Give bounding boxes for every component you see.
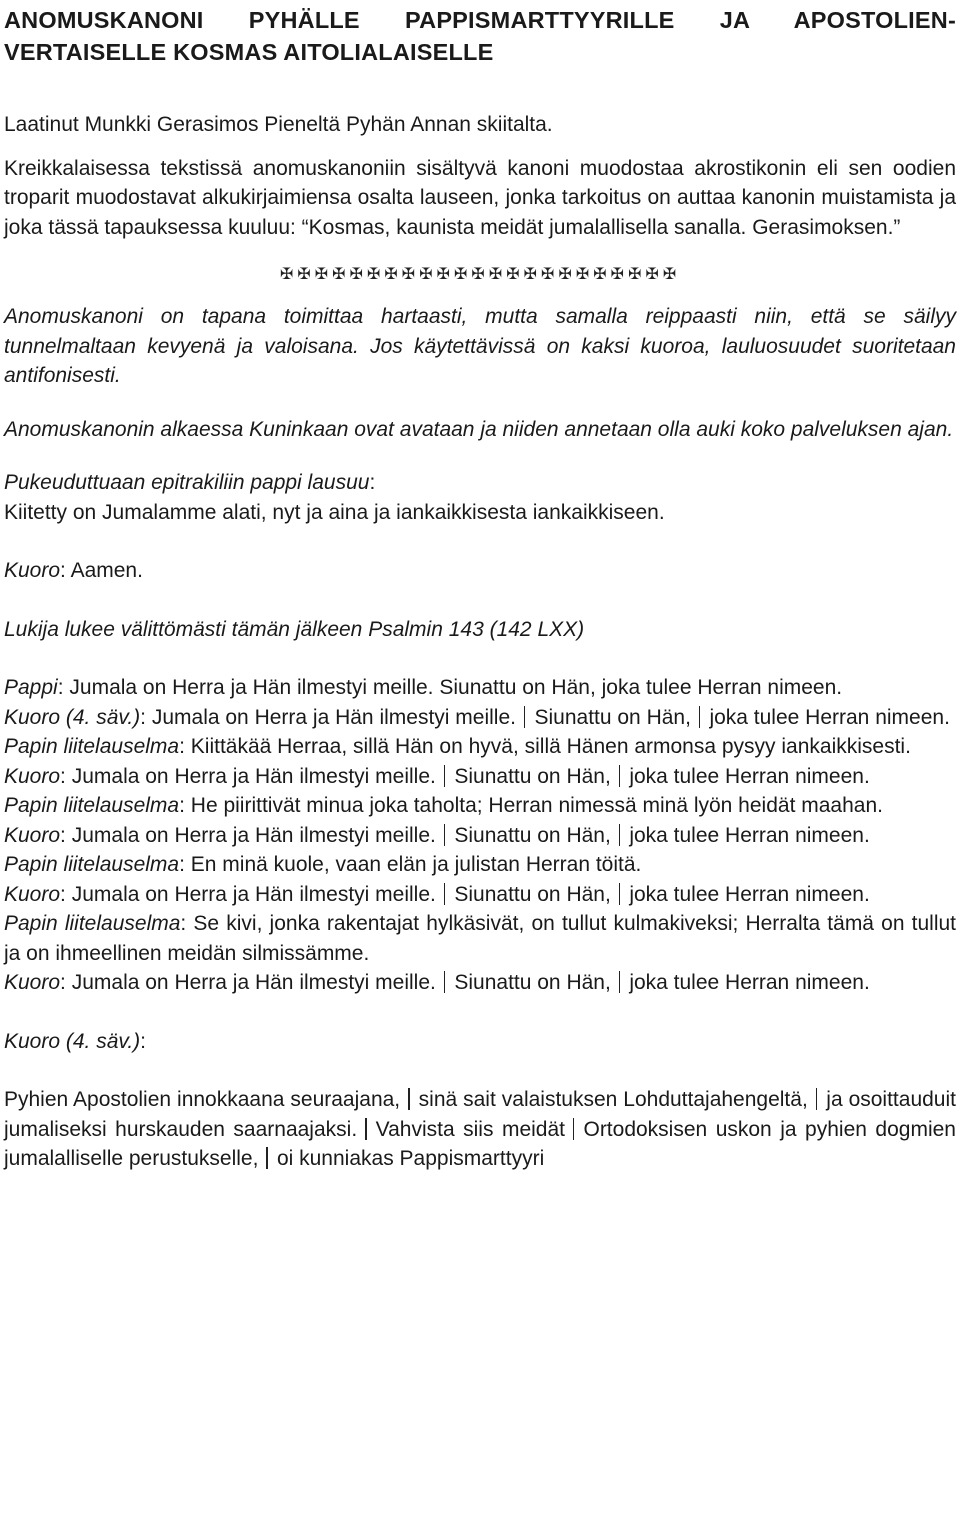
phrase-divider	[444, 971, 446, 993]
rubric-paragraph: Anomuskanonin alkaessa Kuninkaan ovat avataan ja niiden annetaan olla auki koko palveluksen ajan.	[4, 417, 954, 441]
responsory-line: Papin liitelauselma: He piirittivät minua joka taholta; Herran nimessä minä lyön heidät maahan.	[4, 794, 883, 817]
verse-text: En minä kuole, vaan elän ja julistan Herran töitä.	[190, 853, 642, 876]
refrain-part: Jumala on Herra ja Hän ilmestyi meille.	[71, 971, 436, 994]
refrain-part: joka tulee Herran nimeen.	[629, 971, 870, 994]
troparion-part: Vahvista siis meidät	[375, 1117, 565, 1141]
phrase-divider	[619, 824, 621, 846]
refrain-part: Siunattu on Hän,	[454, 823, 611, 847]
verse-text: Kiittäkää Herraa, sillä Hän on hyvä, sillä Hänen armonsa pysyy iankaikkisesti.	[190, 735, 911, 758]
refrain-part: Jumala on Herra ja Hän ilmestyi meille.	[151, 705, 516, 729]
speaker-label: Pukeuduttuaan epitrakiliin pappi lausuu	[4, 471, 370, 494]
intro-paragraph: Kreikkalaisessa tekstissä anomuskanoniin sisältyvä kanoni muodostaa akrostikonin eli sen oodien troparit muodostavat alkukirjaimiensa osalta lauseen, jonka tarkoitus on auttaa kanonin muistamista ja joka tässä tapauksessa kuuluu: “Kosmas, kaunista meidät jumalallisella sanalla. Gerasimoksen.”	[4, 156, 956, 239]
troparion-part: Pyhien Apostolien innokkaana seuraajana,	[4, 1088, 401, 1111]
phrase-divider	[573, 1118, 575, 1140]
refrain-part: joka tulee Herran nimeen.	[709, 705, 950, 729]
responsory-line: Papin liitelauselma: Se kivi, jonka rakentajat hylkäsivät, on tullut kulmakiveksi; Herralta tämä on tullut ja on ihmeellinen meidän silmissämme.	[4, 912, 956, 965]
speaker-label: Kuoro	[4, 823, 61, 847]
responsory-line: Pappi: Jumala on Herra ja Hän ilmestyi meille. Siunattu on Hän, joka tulee Herran nimeen.	[4, 676, 843, 699]
troparion-part: Ortodoksisen uskon ja pyhien dogmien jumalalliselle perustukselle,	[4, 1117, 956, 1170]
amen-text: Aamen.	[70, 559, 143, 582]
refrain-part: Siunattu on Hän,	[534, 705, 691, 729]
refrain-part: joka tulee Herran nimeen.	[629, 882, 870, 906]
responsory-line: Papin liitelauselma: Kiittäkää Herraa, sillä Hän on hyvä, sillä Hänen armonsa pysyy iankaikkisesti.	[4, 735, 911, 758]
troparion-part: ja osoittauduit jumaliseksi hurskauden saarnaajaksi.	[4, 1088, 956, 1141]
responsory-line: Kuoro: Jumala on Herra ja Hän ilmestyi meille. Siunattu on Hän, joka tulee Herran nimeen.	[4, 971, 870, 994]
troparion-part: oi kunniakas Pappismarttyyri	[276, 1147, 545, 1170]
speaker-label: Papin liitelauselma	[4, 794, 180, 817]
phrase-divider	[444, 824, 446, 846]
speaker-label: Kuoro	[4, 971, 61, 994]
priest-blessing: Kiitetty on Jumalamme alati, nyt ja aina ja iankaikkisesta iankaikkiseen.	[4, 500, 665, 524]
phrase-divider	[266, 1147, 268, 1169]
speaker-label: Papin liitelauselma	[4, 735, 180, 758]
refrain-part: Siunattu on Hän,	[454, 971, 611, 994]
rubric-paragraph: Anomuskanoni on tapana toimittaa hartaasti, mutta samalla reippaasti niin, että se säilyy tunnelmaltaan kevyenä ja valoisana. Jos käytettävissä on kaksi kuoroa, lauluosuudet suoritetaan antifonisesti.	[4, 305, 956, 387]
speaker-label: Kuoro (4. säv.)	[4, 1029, 141, 1053]
refrain-part: Siunattu on Hän,	[454, 882, 611, 906]
responsory-line: Papin liitelauselma: En minä kuole, vaan elän ja julistan Herran töitä.	[4, 853, 642, 876]
refrain-part: Jumala on Herra ja Hän ilmestyi meille.	[71, 764, 436, 788]
refrain-part: joka tulee Herran nimeen.	[629, 823, 870, 847]
responsory-text: Jumala on Herra ja Hän ilmestyi meille. Siunattu on Hän, joka tulee Herran nimeen.	[69, 676, 843, 699]
responsory-line: Kuoro: Jumala on Herra ja Hän ilmestyi meille. Siunattu on Hän, joka tulee Herran nimeen.	[4, 764, 870, 788]
responsory-line: Kuoro (4. säv.): Jumala on Herra ja Hän ilmestyi meille. Siunattu on Hän, joka tulee Herran nimeen.	[4, 705, 950, 729]
troparion-heading: Kuoro (4. säv.):	[4, 1029, 147, 1053]
troparion-text	[4, 1085, 956, 1174]
responsory-line: Kuoro: Jumala on Herra ja Hän ilmestyi meille. Siunattu on Hän, joka tulee Herran nimeen.	[4, 882, 870, 906]
verse-text: Se kivi, jonka rakentajat hylkäsivät, on tullut kulmakiveksi; Herralta tämä on tullut ja on ihmeellinen meidän silmissämme.	[4, 912, 956, 965]
phrase-divider	[619, 971, 621, 993]
speaker-label: Kuoro	[4, 764, 61, 788]
phrase-divider	[444, 883, 446, 905]
priest-intro: Pukeuduttuaan epitrakiliin pappi lausuu: Kiitetty on Jumalamme alati, nyt ja aina ja iankaikkisesta iankaikkiseen.	[4, 471, 665, 524]
phrase-divider	[524, 706, 526, 728]
refrain-part: joka tulee Herran nimeen.	[629, 764, 870, 788]
psalm-rubric: Lukija lukee välittömästi tämän jälkeen Psalmin 143 (142 LXX)	[4, 617, 585, 641]
phrase-divider	[444, 765, 446, 787]
phrase-divider	[816, 1088, 818, 1110]
verse-text: He piirittivät minua joka taholta; Herran nimessä minä lyön heidät maahan.	[190, 794, 883, 817]
phrase-divider	[619, 883, 621, 905]
author-line: Laatinut Munkki Gerasimos Pieneltä Pyhän Annan skiitalta.	[4, 113, 553, 136]
phrase-divider	[408, 1088, 410, 1110]
speaker-label: Kuoro	[4, 882, 61, 906]
refrain-part: Jumala on Herra ja Hän ilmestyi meille.	[71, 882, 436, 906]
speaker-label: Kuoro (4. säv.)	[4, 705, 141, 729]
cross-ornament: ✠✠✠✠✠✠✠✠✠✠✠✠✠✠✠✠✠✠✠✠✠✠✠	[279, 266, 681, 283]
phrase-divider	[365, 1118, 367, 1140]
refrain-part: Jumala on Herra ja Hän ilmestyi meille.	[71, 823, 436, 847]
refrain-part: Siunattu on Hän,	[454, 764, 611, 788]
speaker-label: Kuoro	[4, 559, 61, 582]
responsory-line: Kuoro: Jumala on Herra ja Hän ilmestyi meille. Siunattu on Hän, joka tulee Herran nimeen.	[4, 823, 870, 847]
phrase-divider	[699, 706, 701, 728]
troparion-part: sinä sait valaistuksen Lohduttajahengeltä,	[418, 1088, 808, 1111]
speaker-label: Pappi	[4, 676, 58, 699]
choir-amen: Kuoro: Aamen.	[4, 559, 143, 582]
speaker-label: Papin liitelauselma	[4, 912, 181, 935]
responsory	[4, 673, 956, 998]
document-title: ANOMUSKANONI PYHÄLLE PAPPISMARTTYYRILLE JA APOSTOLIEN-VERTAISELLE KOSMAS AITOLIALAISELLE	[4, 7, 956, 65]
speaker-label: Papin liitelauselma	[4, 853, 180, 876]
phrase-divider	[619, 765, 621, 787]
